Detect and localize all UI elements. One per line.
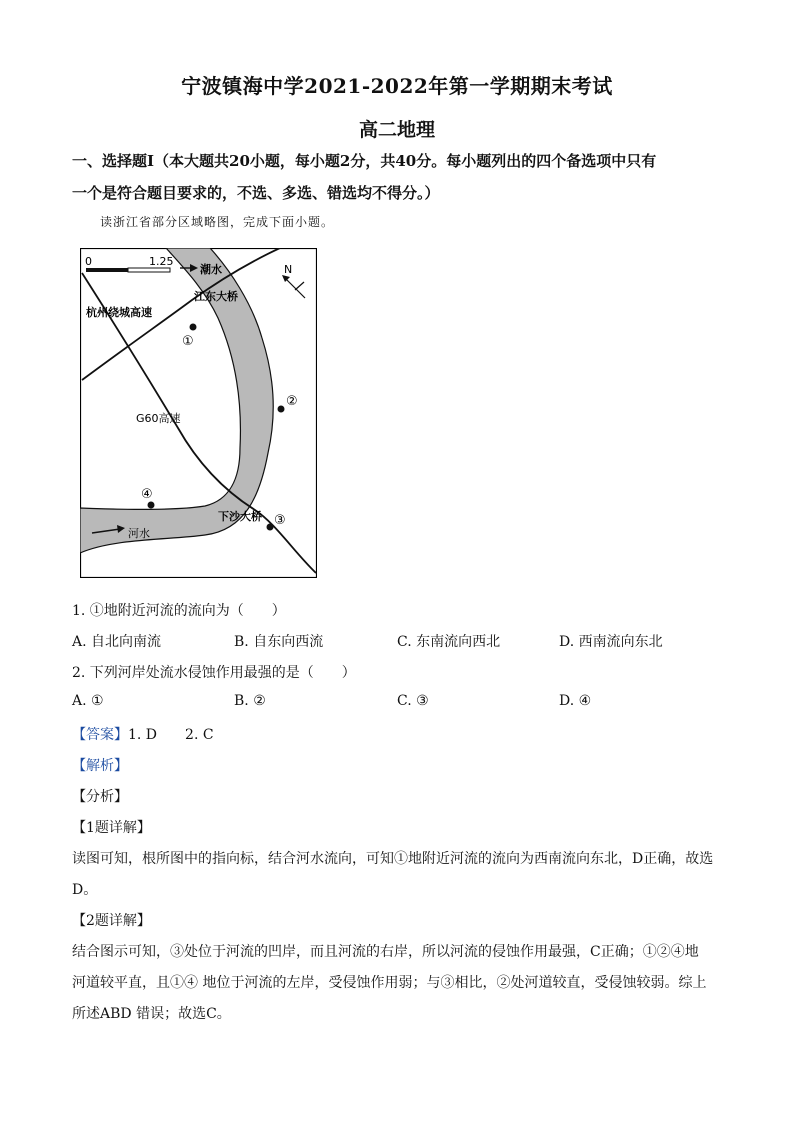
point-2-marker xyxy=(278,406,285,413)
question-2-option-c[interactable]: C. ③ xyxy=(397,693,429,709)
question-2-stem: 2. 下列河岸处流水侵蚀作用最强的是（ ） xyxy=(72,665,356,681)
section-heading-line1: 一、选择题Ⅰ（本大题共20小题，每小题2分，共40分。每小题列出的四个备选项中只有 xyxy=(72,152,657,170)
point-1-label: ① xyxy=(182,334,194,349)
page-title: 宁波镇海中学2021-2022年第一学期期末考试 xyxy=(181,74,613,98)
xiasha-bridge-label: 下沙大桥 xyxy=(218,510,262,523)
detail-1-heading: 【1题详解】 xyxy=(72,820,151,836)
hangzhou-ring-label: 杭州绕城高速 xyxy=(86,306,152,319)
point-1-marker xyxy=(190,324,197,331)
analysis-line xyxy=(72,755,128,775)
detail-1-line2: D。 xyxy=(72,882,98,898)
point-4-label: ④ xyxy=(141,487,153,502)
question-2-option-d[interactable]: D. ④ xyxy=(559,693,592,709)
question-2-option-b[interactable]: B. ② xyxy=(234,693,266,709)
question-1-option-d[interactable]: D. 西南流向东北 xyxy=(559,634,663,650)
jiangdong-bridge-label: 江东大桥 xyxy=(194,290,238,303)
tide-label: 潮水 xyxy=(200,263,222,276)
answer-text: 1. D 2. C xyxy=(128,727,214,743)
question-1-option-c[interactable]: C. 东南流向西北 xyxy=(397,634,501,650)
point-3-marker xyxy=(267,524,274,531)
point-3-label: ③ xyxy=(274,513,286,528)
fenxi-line xyxy=(72,786,128,806)
section-heading-line2: 一个是符合题目要求的，不选、多选、错选均不得分。） xyxy=(72,184,440,202)
point-2-label: ② xyxy=(286,394,298,409)
north-label: N xyxy=(284,263,293,276)
point-4-marker xyxy=(148,502,155,509)
detail-2-line1: 结合图示可知，③处位于河流的凹岸，而且河流的右岸，所以河流的侵蚀作用最强，C正确；①②④地 xyxy=(72,944,699,960)
detail-2-line3: 所述ABD 错误；故选C。 xyxy=(72,1006,231,1022)
question-1-stem: 1. ①地附近河流的流向为（ ） xyxy=(72,603,286,619)
answer-tag: 【答案】 xyxy=(72,727,128,743)
detail-2-line2: 河道较平直，且①④ 地位于河流的左岸，受侵蚀作用弱；与③相比，②处河道较直，受侵蚀较弱。综上 xyxy=(72,975,707,991)
g60-label: G60高速 xyxy=(136,412,181,425)
answer-line xyxy=(72,724,214,744)
detail-1-line1: 读图可知，根所图中的指向标，结合河水流向，可知①地附近河流的流向为西南流向东北，D正确，故选 xyxy=(72,851,714,867)
question-intro: 读浙江省部分区域略图，完成下面小题。 xyxy=(100,215,335,229)
page-subtitle: 高二地理 xyxy=(358,119,435,141)
analysis-tag: 【解析】 xyxy=(72,758,128,774)
question-1-option-a[interactable]: A. 自北向南流 xyxy=(72,634,162,650)
detail-2-heading: 【2题详解】 xyxy=(72,913,151,929)
scale-value-label: 1.25 xyxy=(149,255,174,268)
fenxi-tag: 【分析】 xyxy=(72,789,128,805)
question-1-option-b[interactable]: B. 自东向西流 xyxy=(234,634,324,650)
river-water-label: 河水 xyxy=(128,527,150,540)
zhejiang-region-map xyxy=(80,248,317,578)
question-2-option-a[interactable]: A. ① xyxy=(72,693,104,709)
scale-zero-label: 0 xyxy=(85,255,92,268)
